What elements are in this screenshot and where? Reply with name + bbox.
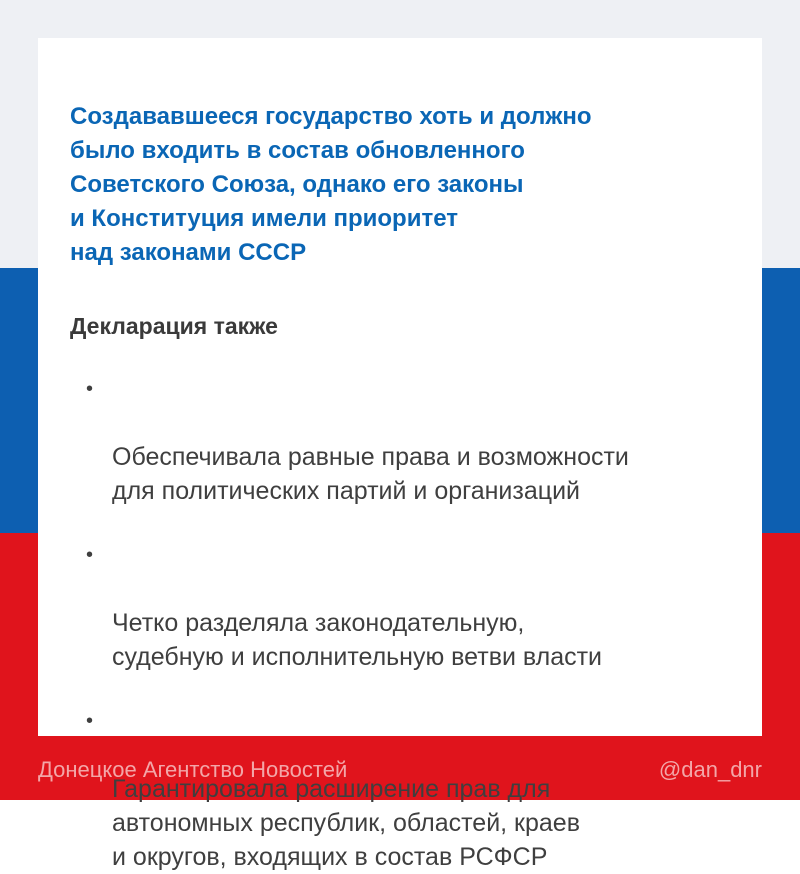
footer xyxy=(38,752,762,788)
bullet-text: Гарантировала расширение прав для автономных республик, областей, краев и округов, входящих в состав РСФСР xyxy=(112,775,580,871)
bullet-text: Четко разделяла законодательную, судебную и исполнительную ветви власти xyxy=(112,609,603,671)
bullet-text: Обеспечивала равные права и возможности для политических партий и организаций xyxy=(112,443,629,505)
bullet-dot-icon: • xyxy=(86,544,94,566)
subheading: Декларация также xyxy=(70,313,278,339)
bullet-dot-icon: • xyxy=(86,378,94,400)
bullet-item xyxy=(70,704,730,874)
agency-name: Донецкое Агентство Новостей xyxy=(38,757,348,782)
bullet-dot-icon: • xyxy=(86,710,94,732)
headline: Создававшееся государство хоть и должно было входить в состав обновленного Советского Союза, однако его законы и Конституция имели приоритет над законами СССР xyxy=(70,103,592,266)
bullet-item xyxy=(70,538,730,674)
bullet-list xyxy=(70,372,730,874)
bullet-item xyxy=(70,372,730,508)
social-handle: @dan_dnr xyxy=(658,757,762,782)
